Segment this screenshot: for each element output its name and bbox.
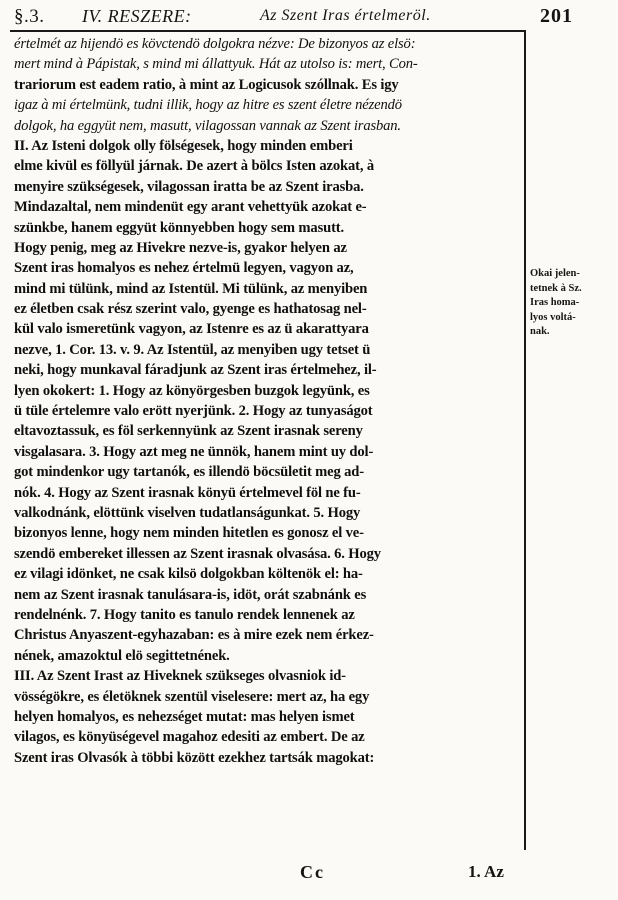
page-number: 201 — [540, 5, 573, 27]
text-line: eltavoztassuk, es föl serkennyünk az Szent irasnak sereny — [14, 423, 363, 440]
text-line: rendelnénk. 7. Hogy tanito es tanulo rendek lennenek az — [14, 606, 355, 623]
text-line: Christus Anyaszent-egyhazaban: es à mire ezek nem érkez- — [14, 627, 374, 644]
text-line: ü tüle értelemre valo erött nyerjünk. 2. Hogy az tunyaságot — [14, 403, 373, 420]
text-line: neki, hogy munkaval fáradjunk az Szent iras értelmehez, il- — [14, 362, 377, 379]
text-line: mert mind à Pápistak, s mind mi állattyuk. Hát az utolso is: mert, Con- — [14, 56, 418, 73]
text-line: visgalasara. 3. Hogy azt meg ne ünnök, hanem mint uy dol- — [14, 443, 374, 460]
signature-mark: Cc — [300, 862, 325, 882]
text-line: vilagos, es könyüségevel magahoz edesiti az embert. De az — [14, 729, 365, 746]
text-line: igaz à mi értelmünk, tudni illik, hogy az hitre es szent életre nézendö — [14, 97, 402, 114]
running-head — [10, 4, 520, 30]
margin-column-rule — [524, 30, 526, 850]
section-mark: §.3. — [14, 6, 45, 27]
text-line: II. Az Isteni dolgok olly fölségesek, hogy minden emberi — [14, 137, 353, 154]
text-line: trariorum est eadem ratio, à mint az Logicusok szóllnak. Es igy — [14, 76, 399, 93]
text-line: nók. 4. Hogy az Szent irasnak könyü értelmevel föl ne fu- — [14, 484, 361, 501]
marginal-note-line: lyos voltá- — [530, 311, 576, 323]
text-line: szünkbe, hanem eggyüt könnyebben hogy sem masutt. — [14, 219, 344, 236]
text-line: értelmét az hijendö es kövctendö dolgokra nézve: De bizonyos az elsö: — [14, 36, 416, 52]
marginal-note — [530, 267, 616, 340]
text-line: nem az Szent irasnak tanulásara-is, idöt, orát szabnánk es — [14, 586, 367, 603]
text-line: menyire szükségesek, vilagossan iratta be az Szent irasba. — [14, 178, 364, 195]
text-line: helyen homalyos, es nehezséget mutat: mas helyen ismet — [14, 708, 355, 725]
text-line: lyen okokert: 1. Hogy az könyörgesben buzgok legyünk, es — [14, 382, 370, 399]
marginal-note-line: tetnek à Sz. — [530, 282, 582, 294]
chapter-subtitle: Az Szent Iras értelmeröl. — [260, 7, 431, 24]
text-line: dolgok, ha eggyüt nem, masutt, vilagossan vannak az Szent irasban. — [14, 117, 401, 134]
marginal-note-line: Iras homa- — [530, 297, 580, 308]
text-line: Szent iras homalyos es nehez értelmü legyen, vagyon az, — [14, 260, 354, 277]
text-line: III. Az Szent Irast az Hiveknek szükseges olvasniok id- — [14, 668, 346, 685]
text-line: Hogy penig, meg az Hivekre nezve-is, gyakor helyen az — [14, 239, 347, 256]
text-line: Mindazaltal, nem mindenüt egy arant vehettyük azokat e- — [14, 199, 367, 216]
marginal-note-line: nak. — [530, 326, 550, 337]
header-rule — [10, 30, 525, 32]
text-line: bizonyos lenne, hogy nem minden hitetlen es gonosz el ve- — [14, 525, 364, 542]
text-line: elme kivül es föllyül járnak. De azert à bölcs Isten azokat, à — [14, 158, 374, 175]
text-line: got mindenkor ugy tartanók, es illendö böcsületit meg ad- — [14, 464, 364, 481]
text-line: szendö embereket illessen az Szent irasnak olvasása. 6. Hogy — [14, 545, 381, 562]
text-line: ez életben csak rész szerint valo, gyenge es hathatosag nel- — [14, 301, 367, 318]
text-line: valkodnánk, elöttünk viselven tudatlanságunkat. 5. Hogy — [14, 504, 361, 521]
text-line: mind mi tülünk, mind az Istentül. Mi tülünk, az menyiben — [14, 280, 368, 297]
main-text-block — [14, 34, 520, 768]
part-title: IV. RESZERE: — [82, 6, 192, 26]
text-line: nezve, 1. Cor. 13. v. 9. Az Istentül, az menyiben ugy tetset ü — [14, 341, 371, 358]
text-line: ez vilagi idönket, ne csak kilsö dolgokban költenök el: ha- — [14, 566, 363, 583]
text-line: vösségökre, es életöknek szentül viselesere: mert az, ha egy — [14, 688, 370, 705]
text-line: nének, amazoktul elö segittetnének. — [14, 647, 230, 664]
marginal-note-line: Okai jelen- — [530, 268, 580, 279]
catchword: 1. Az — [468, 862, 504, 881]
text-line: kül valo ismeretünk vagyon, az Istenre es az ü akarattyara — [14, 321, 369, 338]
text-line: Szent iras Olvasók à többi között ezekhez tartsák magokat: — [14, 749, 375, 766]
